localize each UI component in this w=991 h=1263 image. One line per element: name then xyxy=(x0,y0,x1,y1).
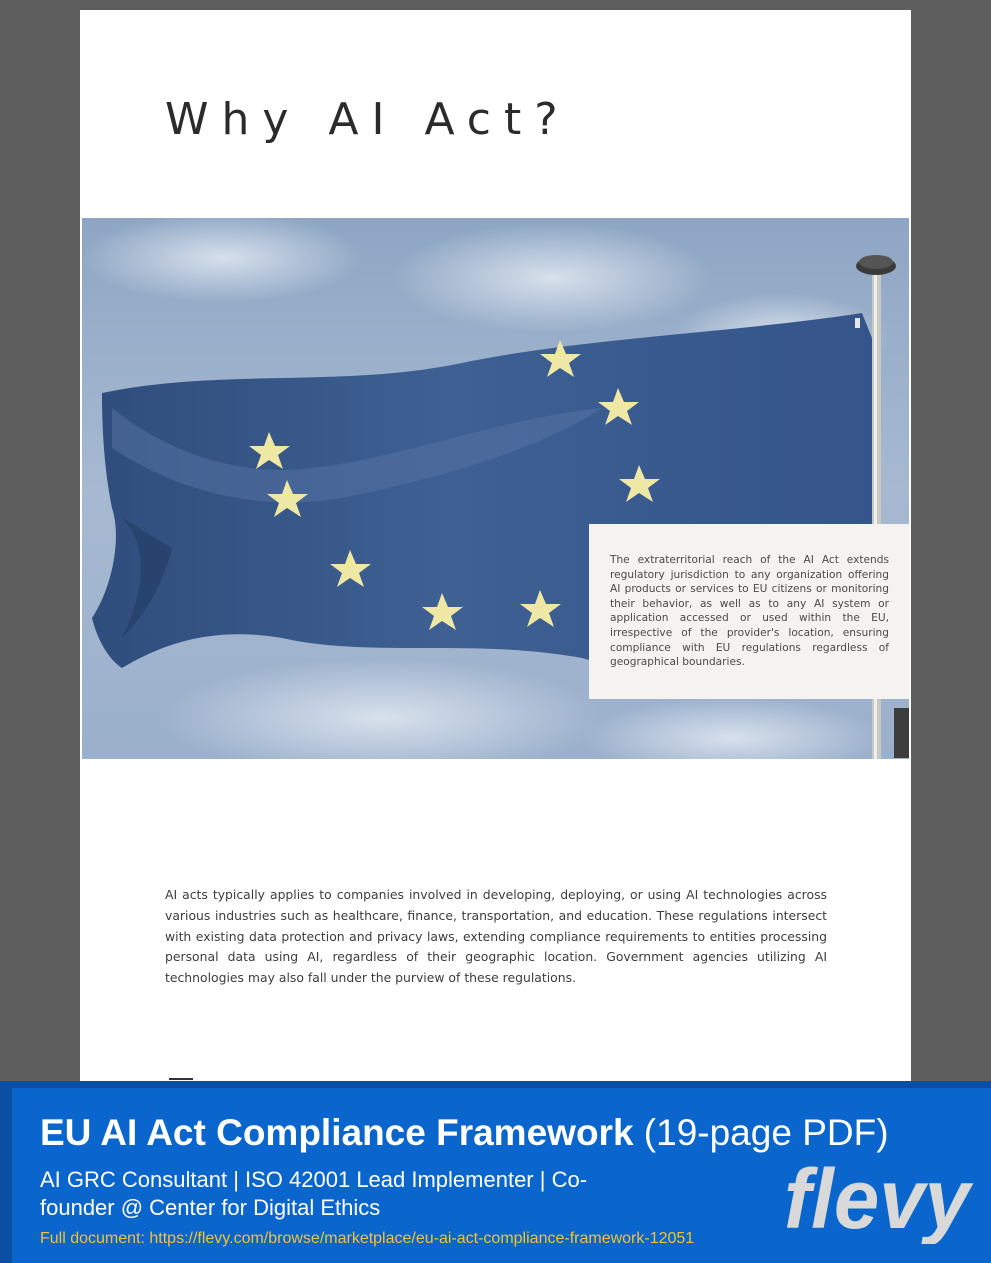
callout-text: The extraterritorial reach of the AI Act extends regulatory jurisdiction to any organization offering AI products or services to EU citizens or monitoring their behavior, as well as to any AI system or application accessed or used within the EU, irrespective of the provider's location, ensuring compliance with EU regulations regardless of geographical boundaries. xyxy=(610,554,889,669)
banner-title-bold: EU AI Act Compliance Framework xyxy=(40,1112,634,1153)
banner-url-link[interactable]: Full document: https://flevy.com/browse/marketplace/eu-ai-act-compliance-framework-12051 xyxy=(40,1230,695,1247)
flevy-logo-text: flevy xyxy=(784,1152,975,1244)
callout-box xyxy=(589,524,909,699)
promo-banner xyxy=(0,1081,991,1263)
banner-author: AI GRC Consultant | ISO 42001 Lead Implementer | Co-founder @ Center for Digital Ethics xyxy=(40,1167,588,1220)
page-title: Why AI Act? xyxy=(165,94,571,145)
banner-title-pages: (19-page PDF) xyxy=(633,1112,889,1153)
body-paragraph: AI acts typically applies to companies involved in developing, deploying, or using AI technologies across various industries such as healthcare, finance, transportation, and education. These regulations intersect with existing data protection and privacy laws, extending compliance requirements to entities processing personal data using AI, regardless of their geographic location. Government agencies utilizing AI technologies may also fall under the purview of these regulations. xyxy=(165,887,827,986)
footer-divider xyxy=(169,1078,193,1080)
banner-title xyxy=(40,1112,889,1154)
document-page xyxy=(80,10,911,1090)
promo-banner-inner xyxy=(12,1088,991,1263)
flevy-logo[interactable] xyxy=(780,1152,976,1244)
